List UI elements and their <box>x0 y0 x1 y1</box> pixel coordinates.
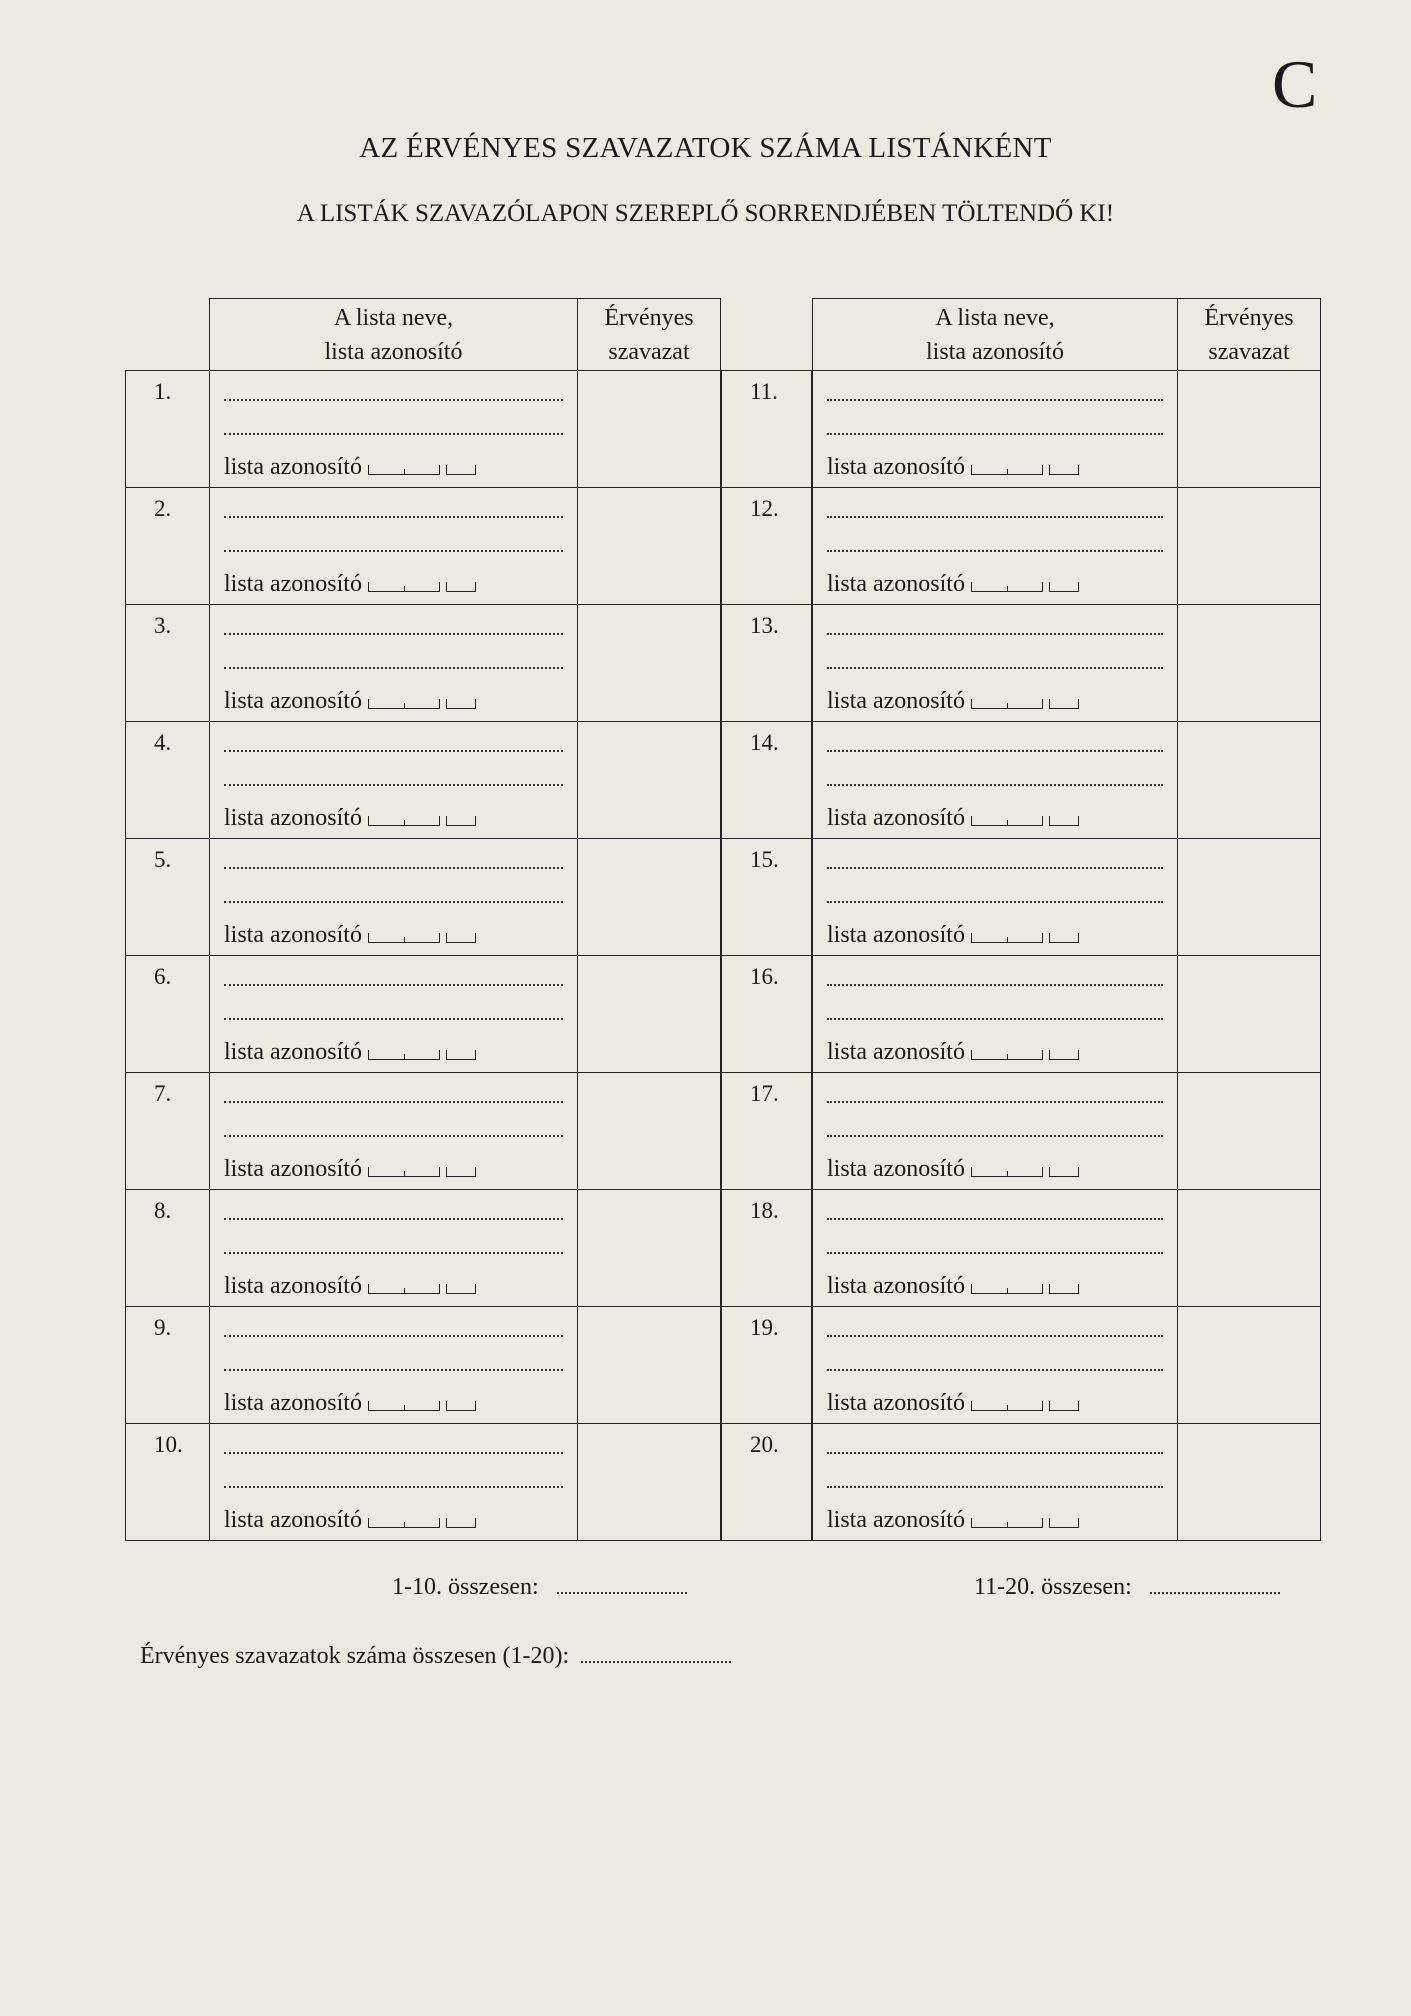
row-number-cell <box>721 955 812 1073</box>
valid-votes-cell[interactable] <box>577 721 721 839</box>
list-name-cell <box>812 955 1178 1073</box>
subtotal-11-20-field[interactable] <box>1150 1592 1280 1594</box>
list-name-cell <box>209 1072 578 1190</box>
list-name-field[interactable] <box>224 633 563 635</box>
row-number-cell <box>125 370 210 488</box>
row-number-cell <box>125 1072 210 1190</box>
list-name-cell <box>209 1189 578 1307</box>
row-number-cell <box>125 1189 210 1307</box>
list-name-field[interactable] <box>827 784 1163 786</box>
list-name-field[interactable] <box>827 1486 1163 1488</box>
list-name-cell <box>812 721 1178 839</box>
header-valid-votes-left <box>577 298 721 371</box>
list-id-boxes[interactable] <box>971 1167 1043 1177</box>
list-id-line <box>224 1390 476 1417</box>
valid-votes-cell[interactable] <box>1177 370 1321 488</box>
list-id-line <box>224 1507 476 1534</box>
list-name-field[interactable] <box>827 1135 1163 1137</box>
list-id-boxes[interactable] <box>368 1284 440 1294</box>
list-name-cell <box>209 955 578 1073</box>
list-id-line <box>224 1156 476 1183</box>
row-number: 12. <box>750 496 779 521</box>
row-number-cell <box>721 1423 812 1541</box>
list-name-field[interactable] <box>224 984 563 986</box>
list-id-label: lista azonosító <box>224 922 362 948</box>
list-id-boxes[interactable] <box>368 1518 440 1528</box>
form-title: AZ ÉRVÉNYES SZAVAZATOK SZÁMA LISTÁNKÉNT <box>359 132 1052 164</box>
list-id-box[interactable] <box>1049 1167 1079 1177</box>
list-name-field[interactable] <box>224 1018 563 1020</box>
valid-votes-cell[interactable] <box>1177 1072 1321 1190</box>
list-name-cell <box>209 604 578 722</box>
row-number-cell <box>721 1072 812 1190</box>
list-id-boxes[interactable] <box>368 699 440 709</box>
list-name-field[interactable] <box>827 550 1163 552</box>
list-id-line <box>224 922 476 949</box>
list-name-field[interactable] <box>827 633 1163 635</box>
list-id-line <box>224 454 476 481</box>
list-name-cell <box>812 370 1178 488</box>
list-id-box[interactable] <box>1049 816 1079 826</box>
list-name-field[interactable] <box>224 784 563 786</box>
list-id-label: lista azonosító <box>827 688 965 714</box>
row-number: 20. <box>750 1432 779 1457</box>
row-number: 19. <box>750 1315 779 1340</box>
row-number-cell <box>125 955 210 1073</box>
list-id-boxes[interactable] <box>368 1401 440 1411</box>
row-number-cell <box>125 487 210 605</box>
row-number-cell <box>721 721 812 839</box>
list-id-boxes[interactable] <box>971 582 1043 592</box>
valid-votes-cell[interactable] <box>1177 1423 1321 1541</box>
grand-total-label: Érvényes szavazatok száma összesen (1-20): <box>140 1643 570 1669</box>
row-number-cell <box>721 1189 812 1307</box>
list-name-field[interactable] <box>827 984 1163 986</box>
list-name-cell <box>812 838 1178 956</box>
list-id-box[interactable] <box>446 1401 476 1411</box>
row-number: 6. <box>154 964 172 989</box>
valid-votes-cell[interactable] <box>1177 1189 1321 1307</box>
subtotal-1-10-label: 1-10. összesen: <box>392 1574 539 1600</box>
row-number: 9. <box>154 1315 172 1340</box>
header-name-line2: lista azonosító <box>324 338 463 365</box>
list-id-line <box>224 805 476 832</box>
list-id-label: lista azonosító <box>224 1390 362 1416</box>
list-name-field[interactable] <box>224 550 563 552</box>
row-number: 13. <box>750 613 779 638</box>
list-name-cell <box>812 604 1178 722</box>
list-id-boxes[interactable] <box>971 465 1043 475</box>
list-name-field[interactable] <box>224 516 563 518</box>
list-id-box[interactable] <box>1049 1284 1079 1294</box>
list-name-field[interactable] <box>224 1369 563 1371</box>
list-id-label: lista azonosító <box>827 1156 965 1182</box>
valid-votes-cell[interactable] <box>1177 955 1321 1073</box>
valid-votes-cell[interactable] <box>577 1189 721 1307</box>
list-name-cell <box>209 370 578 488</box>
list-id-label: lista azonosító <box>827 805 965 831</box>
valid-votes-cell[interactable] <box>577 838 721 956</box>
valid-votes-cell[interactable] <box>1177 604 1321 722</box>
list-id-boxes[interactable] <box>971 1050 1043 1060</box>
list-name-cell <box>209 721 578 839</box>
list-id-boxes[interactable] <box>368 933 440 943</box>
row-number: 2. <box>154 496 172 521</box>
list-name-field[interactable] <box>827 516 1163 518</box>
row-number: 16. <box>750 964 779 989</box>
list-id-box[interactable] <box>1049 699 1079 709</box>
list-id-box[interactable] <box>1049 582 1079 592</box>
list-id-label: lista azonosító <box>827 571 965 597</box>
list-id-label: lista azonosító <box>827 454 965 480</box>
list-name-cell <box>209 1423 578 1541</box>
valid-votes-cell[interactable] <box>1177 487 1321 605</box>
header-votes-line2: szavazat <box>1208 338 1290 365</box>
list-name-cell <box>209 838 578 956</box>
valid-votes-cell[interactable] <box>577 1423 721 1541</box>
list-name-field[interactable] <box>827 1335 1163 1337</box>
list-id-boxes[interactable] <box>971 933 1043 943</box>
row-number-cell <box>125 721 210 839</box>
list-id-line <box>224 688 476 715</box>
row-number: 4. <box>154 730 172 755</box>
list-id-line <box>827 1507 1079 1534</box>
header-name-line1: A lista neve, <box>935 304 1055 331</box>
list-id-boxes[interactable] <box>971 1518 1043 1528</box>
list-id-label: lista azonosító <box>224 805 362 831</box>
list-name-field[interactable] <box>827 1452 1163 1454</box>
valid-votes-cell[interactable] <box>1177 1306 1321 1424</box>
row-number: 5. <box>154 847 172 872</box>
grand-total-field[interactable] <box>581 1661 731 1663</box>
subtotal-11-20-label: 11-20. összesen: <box>974 1574 1132 1600</box>
list-name-field[interactable] <box>224 1335 563 1337</box>
list-id-line <box>827 1390 1079 1417</box>
list-id-box[interactable] <box>446 1284 476 1294</box>
list-name-field[interactable] <box>827 1218 1163 1220</box>
row-number-cell <box>721 1306 812 1424</box>
form-letter: C <box>1272 46 1318 122</box>
list-id-label: lista azonosító <box>827 1507 965 1533</box>
list-name-field[interactable] <box>224 667 563 669</box>
list-name-cell <box>812 1189 1178 1307</box>
list-name-field[interactable] <box>827 399 1163 401</box>
list-name-field[interactable] <box>827 867 1163 869</box>
valid-votes-cell[interactable] <box>577 1072 721 1190</box>
list-id-boxes[interactable] <box>971 699 1043 709</box>
row-number: 18. <box>750 1198 779 1223</box>
list-id-boxes[interactable] <box>971 1401 1043 1411</box>
list-id-boxes[interactable] <box>368 465 440 475</box>
row-number-cell <box>125 838 210 956</box>
list-id-line <box>827 1156 1079 1183</box>
list-id-box[interactable] <box>1049 1401 1079 1411</box>
list-name-field[interactable] <box>827 1252 1163 1254</box>
list-name-field[interactable] <box>224 1452 563 1454</box>
list-name-field[interactable] <box>224 1486 563 1488</box>
list-name-field[interactable] <box>827 1101 1163 1103</box>
row-number: 14. <box>750 730 779 755</box>
list-id-line <box>224 1273 476 1300</box>
row-number-cell <box>125 1423 210 1541</box>
list-id-box[interactable] <box>1049 1518 1079 1528</box>
list-id-box[interactable] <box>446 816 476 826</box>
list-id-box[interactable] <box>446 1518 476 1528</box>
row-number: 3. <box>154 613 172 638</box>
grand-total <box>140 1643 731 1670</box>
list-id-label: lista azonosító <box>827 922 965 948</box>
row-number-cell <box>721 838 812 956</box>
list-id-label: lista azonosító <box>224 1039 362 1065</box>
list-id-label: lista azonosító <box>224 688 362 714</box>
list-name-field[interactable] <box>224 867 563 869</box>
list-id-label: lista azonosító <box>827 1039 965 1065</box>
valid-votes-cell[interactable] <box>577 604 721 722</box>
header-votes-line1: Érvényes <box>1204 304 1294 331</box>
valid-votes-cell[interactable] <box>1177 838 1321 956</box>
list-id-line <box>827 805 1079 832</box>
list-id-label: lista azonosító <box>224 1273 362 1299</box>
row-number: 1. <box>154 379 172 404</box>
valid-votes-cell[interactable] <box>1177 721 1321 839</box>
list-id-boxes[interactable] <box>368 1050 440 1060</box>
list-id-box[interactable] <box>1049 465 1079 475</box>
list-id-line <box>827 1039 1079 1066</box>
list-id-line <box>224 571 476 598</box>
list-id-box[interactable] <box>446 1050 476 1060</box>
list-id-box[interactable] <box>1049 1050 1079 1060</box>
header-name-line1: A lista neve, <box>333 304 454 331</box>
list-name-field[interactable] <box>224 433 563 435</box>
list-name-field[interactable] <box>224 1218 563 1220</box>
list-id-box[interactable] <box>446 933 476 943</box>
list-id-label: lista azonosító <box>224 454 362 480</box>
list-id-line <box>827 571 1079 598</box>
list-id-box[interactable] <box>446 465 476 475</box>
header-list-name-left <box>209 298 578 371</box>
list-name-field[interactable] <box>224 750 563 752</box>
header-list-name-right <box>812 298 1178 371</box>
list-name-field[interactable] <box>224 1101 563 1103</box>
list-id-boxes[interactable] <box>368 582 440 592</box>
list-id-boxes[interactable] <box>971 1284 1043 1294</box>
list-name-field[interactable] <box>224 901 563 903</box>
list-name-field[interactable] <box>827 433 1163 435</box>
list-id-boxes[interactable] <box>368 816 440 826</box>
row-number-cell <box>125 604 210 722</box>
list-id-label: lista azonosító <box>224 1507 362 1533</box>
list-id-box[interactable] <box>446 1167 476 1177</box>
list-name-cell <box>812 1306 1178 1424</box>
list-id-label: lista azonosító <box>224 571 362 597</box>
list-name-cell <box>812 487 1178 605</box>
list-id-line <box>827 688 1079 715</box>
row-number-cell <box>721 370 812 488</box>
list-id-boxes[interactable] <box>368 1167 440 1177</box>
list-id-line <box>827 922 1079 949</box>
list-name-cell <box>812 1072 1178 1190</box>
list-id-label: lista azonosító <box>224 1156 362 1182</box>
header-votes-line2: szavazat <box>608 338 690 365</box>
list-name-cell <box>209 487 578 605</box>
list-name-field[interactable] <box>224 399 563 401</box>
subtotal-1-10-field[interactable] <box>557 1592 687 1594</box>
subtotal-11-20 <box>974 1574 1280 1601</box>
list-id-boxes[interactable] <box>971 816 1043 826</box>
row-number: 7. <box>154 1081 172 1106</box>
row-number-cell <box>125 1306 210 1424</box>
list-id-line <box>827 1273 1079 1300</box>
list-id-label: lista azonosító <box>827 1390 965 1416</box>
list-name-field[interactable] <box>224 1135 563 1137</box>
form-instruction: A LISTÁK SZAVAZÓLAPON SZEREPLŐ SORRENDJÉBEN TÖLTENDŐ KI! <box>296 200 1115 227</box>
row-number: 17. <box>750 1081 779 1106</box>
list-id-box[interactable] <box>446 699 476 709</box>
list-name-field[interactable] <box>827 901 1163 903</box>
list-id-line <box>827 454 1079 481</box>
list-name-field[interactable] <box>224 1252 563 1254</box>
list-name-cell <box>812 1423 1178 1541</box>
row-number-cell <box>721 487 812 605</box>
list-id-box[interactable] <box>446 582 476 592</box>
list-id-box[interactable] <box>1049 933 1079 943</box>
list-name-cell <box>209 1306 578 1424</box>
subtotal-1-10 <box>392 1574 687 1601</box>
header-name-line2: lista azonosító <box>926 338 1064 365</box>
valid-votes-cell[interactable] <box>577 955 721 1073</box>
valid-votes-cell[interactable] <box>577 1306 721 1424</box>
list-id-line <box>224 1039 476 1066</box>
row-number: 15. <box>750 847 779 872</box>
row-number-cell <box>721 604 812 722</box>
list-name-field[interactable] <box>827 667 1163 669</box>
list-id-label: lista azonosító <box>827 1273 965 1299</box>
header-valid-votes-right <box>1177 298 1321 371</box>
list-name-field[interactable] <box>827 1369 1163 1371</box>
row-number: 10. <box>154 1432 183 1457</box>
header-votes-line1: Érvényes <box>604 304 694 331</box>
row-number: 8. <box>154 1198 172 1223</box>
valid-votes-cell[interactable] <box>577 487 721 605</box>
list-name-field[interactable] <box>827 1018 1163 1020</box>
list-name-field[interactable] <box>827 750 1163 752</box>
valid-votes-cell[interactable] <box>577 370 721 488</box>
row-number: 11. <box>750 379 778 404</box>
